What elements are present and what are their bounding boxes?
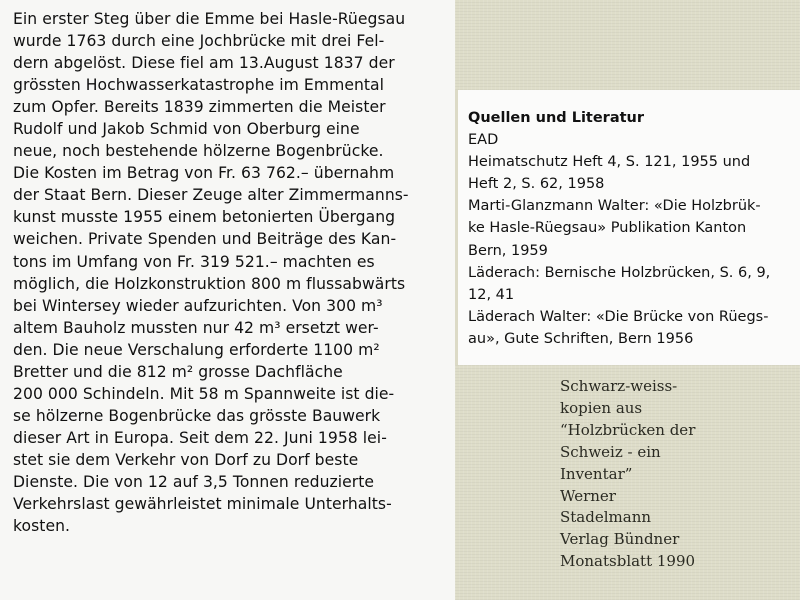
caption-line: Inventar” <box>560 464 633 483</box>
caption-line: kopien aus <box>560 398 643 417</box>
caption-line: Monatsblatt 1990 <box>560 552 696 571</box>
caption-line: “Holzbrücken der <box>560 420 696 439</box>
article-line: kosten. <box>13 517 71 536</box>
article-line: kunst musste 1955 einem betonierten Übergang <box>13 208 396 227</box>
article-line: altem Bauholz mussten nur 42 m³ ersetzt wer- <box>13 318 379 337</box>
article-line: möglich, die Holzkonstruktion 800 m flussabwärts <box>13 274 406 293</box>
sources-line: Läderach: Bernische Holzbrücken, S. 6, 9, <box>468 264 771 281</box>
article-line: Ein erster Steg über die Emme bei Hasle-Rüegsau <box>13 10 406 28</box>
sources-line: Marti-Glanzmann Walter: «Die Holzbrük- <box>468 198 761 215</box>
article-line: Bretter und die 812 m² grosse Dachfläche <box>13 362 343 381</box>
caption-line: Verlag Bündner <box>560 530 680 549</box>
paper-texture-top <box>455 0 800 90</box>
article-line: dieser Art in Europa. Seit dem 22. Juni 1958 lei- <box>13 428 387 447</box>
article-line: tons im Umfang von Fr. 319 521.– machten es <box>13 252 375 271</box>
article-line: dern abgelöst. Diese fiel am 13.August 1837 der <box>13 54 395 73</box>
article-line: den. Die neue Verschalung erforderte 1100 m² <box>13 340 380 359</box>
image-credit-caption <box>560 376 760 573</box>
sources-line: au», Gute Schriften, Bern 1956 <box>468 330 694 347</box>
article-line: weichen. Private Spenden und Beiträge des Kan- <box>13 230 397 249</box>
article-line: zum Opfer. Bereits 1839 zimmerten die Meister <box>13 98 386 117</box>
article-line: neue, noch bestehende hölzerne Bogenbrücke. <box>13 142 384 161</box>
sources-line: Heft 2, S. 62, 1958 <box>468 176 605 193</box>
article-line: wurde 1763 durch eine Jochbrücke mit drei Fel- <box>13 32 385 51</box>
article-line: stet sie dem Verkehr von Dorf zu Dorf beste <box>13 450 359 469</box>
sources-panel <box>458 90 800 365</box>
article-line: Dienste. Die von 12 auf 3,5 Tonnen reduzierte <box>13 472 375 491</box>
sources-line: 12, 41 <box>468 286 515 303</box>
caption-line: Werner <box>560 486 616 505</box>
article-text <box>13 8 449 537</box>
sources-line: ke Hasle-Rüegsau» Publikation Kanton <box>468 220 747 237</box>
sources-line: Heimatschutz Heft 4, S. 121, 1955 und <box>468 154 751 171</box>
sources-line: EAD <box>468 132 499 149</box>
caption-line: Stadelmann <box>560 508 652 527</box>
caption-line: Schweiz - ein <box>560 442 661 461</box>
sources-text <box>468 107 798 350</box>
sources-title: Quellen und Literatur <box>468 110 645 126</box>
sources-line: Läderach Walter: «Die Brücke von Rüegs- <box>468 308 769 325</box>
article-line: der Staat Bern. Dieser Zeuge alter Zimmermanns- <box>13 186 409 205</box>
article-line: Die Kosten im Betrag von Fr. 63 762.– übernahm <box>13 164 395 183</box>
article-line: grössten Hochwasserkatastrophe im Emmental <box>13 76 385 95</box>
article-line: se hölzerne Bogenbrücke das grösste Bauwerk <box>13 406 381 425</box>
caption-line: Schwarz-weiss- <box>560 377 678 395</box>
article-line: Verkehrslast gewährleistet minimale Unterhalts- <box>13 495 392 514</box>
article-line: 200 000 Schindeln. Mit 58 m Spannweite ist die- <box>13 384 395 403</box>
article-line: Rudolf und Jakob Schmid von Oberburg eine <box>13 120 360 139</box>
sources-line: Bern, 1959 <box>468 242 548 259</box>
article-line: bei Wintersey wieder aufzurichten. Von 300 m³ <box>13 296 383 315</box>
